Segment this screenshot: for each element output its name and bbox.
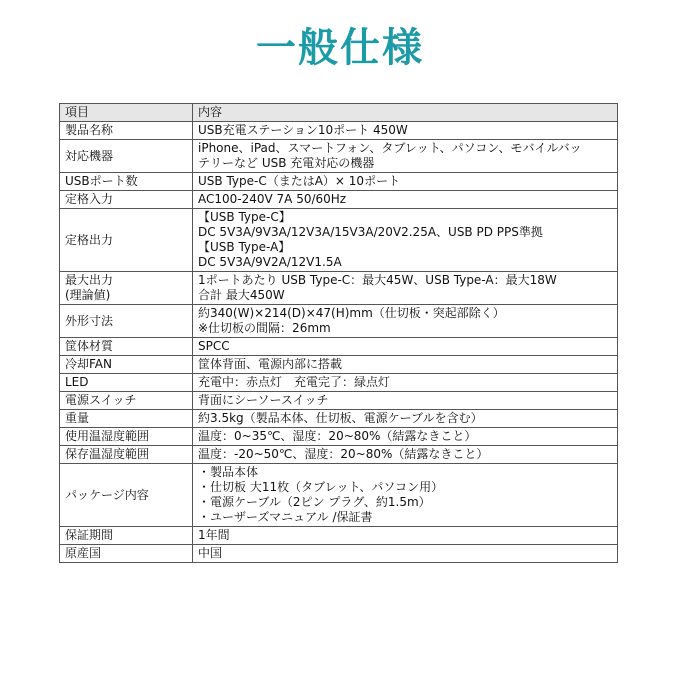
spec-value-line: USB充電ステーション10ポート 450W <box>198 123 408 137</box>
table-row <box>60 527 618 545</box>
spec-label: 定格入力 <box>65 192 114 206</box>
table-row <box>60 122 618 140</box>
spec-value-cell <box>193 338 618 356</box>
spec-table-body <box>60 104 618 563</box>
spec-value-line: ・製品本体 <box>198 465 259 479</box>
table-row <box>60 410 618 428</box>
table-row <box>60 173 618 191</box>
spec-value-cell <box>193 374 618 392</box>
table-row <box>60 446 618 464</box>
spec-value-line: 合計 最大450W <box>198 288 285 302</box>
spec-value-cell <box>193 140 618 173</box>
spec-label-cell <box>60 191 193 209</box>
header-content-cell: 内容 <box>193 104 618 122</box>
spec-value-line: SPCC <box>198 339 230 353</box>
table-row <box>60 209 618 272</box>
spec-value-line: 約3.5kg（製品本体、仕切板、電源ケーブルを含む） <box>198 411 483 425</box>
spec-label: 対応機器 <box>65 148 114 163</box>
spec-value-line: ・仕切板 大11枚（タブレット、パソコン用） <box>198 480 444 494</box>
table-row <box>60 545 618 563</box>
spec-label: 定格出力 <box>65 232 114 247</box>
spec-value-line: USB Type-C（またはA）× 10ポート <box>198 174 401 188</box>
table-header-row <box>60 104 618 122</box>
spec-label: 使用温湿度範囲 <box>65 429 150 443</box>
spec-label-cell <box>60 446 193 464</box>
spec-label: 保証期間 <box>65 528 114 542</box>
spec-label-cell <box>60 527 193 545</box>
spec-label-cell <box>60 410 193 428</box>
spec-label-cell <box>60 374 193 392</box>
table-row <box>60 305 618 338</box>
spec-value-line: 中国 <box>198 546 223 560</box>
spec-value-line: 1年間 <box>198 528 230 542</box>
spec-value-cell <box>193 356 618 374</box>
spec-value-line: 筐体背面、電源内部に搭載 <box>198 357 343 371</box>
spec-value-line: 【USB Type-A】 <box>198 240 291 254</box>
spec-value-line: 温度：0~35℃、湿度：20~80%（結露なきこと） <box>198 429 477 443</box>
spec-label-cell <box>60 428 193 446</box>
spec-table <box>59 103 618 563</box>
spec-label-cell <box>60 545 193 563</box>
spec-value-cell <box>193 545 618 563</box>
spec-value-cell <box>193 410 618 428</box>
header-item-cell: 項目 <box>60 104 193 122</box>
spec-value-line: DC 5V3A/9V2A/12V1.5A <box>198 255 342 269</box>
spec-value-cell <box>193 464 618 527</box>
spec-label-cell <box>60 464 193 527</box>
spec-value-line: 充電中：赤点灯 充電完了：緑点灯 <box>198 375 391 389</box>
table-row <box>60 191 618 209</box>
table-row <box>60 338 618 356</box>
spec-value-line: 温度：-20~50℃、湿度：20~80%（結露なきこと） <box>198 447 489 461</box>
spec-value-cell <box>193 305 618 338</box>
spec-label-cell <box>60 305 193 338</box>
spec-label-cell <box>60 173 193 191</box>
spec-value-line: 1ポートあたり USB Type-C：最大45W、USB Type-A：最大18W <box>198 273 557 287</box>
spec-label: LED <box>65 375 89 389</box>
spec-label-cell <box>60 209 193 272</box>
table-row <box>60 140 618 173</box>
spec-label-cell <box>60 392 193 410</box>
spec-value-cell <box>193 191 618 209</box>
spec-label: 筐体材質 <box>65 339 114 353</box>
spec-label: 冷却FAN <box>65 357 112 371</box>
spec-label: 外形寸法 <box>65 313 114 328</box>
spec-label: USBポート数 <box>65 174 138 188</box>
spec-label: 最大出力 <box>65 273 114 287</box>
spec-value-cell <box>193 173 618 191</box>
table-row <box>60 464 618 527</box>
spec-value-cell <box>193 527 618 545</box>
spec-label: (理論値) <box>65 288 111 302</box>
spec-label: 重量 <box>65 411 90 425</box>
spec-label-cell <box>60 356 193 374</box>
table-row <box>60 428 618 446</box>
spec-value-cell <box>193 392 618 410</box>
table-row <box>60 392 618 410</box>
spec-label-cell <box>60 338 193 356</box>
spec-label-cell <box>60 272 193 305</box>
table-row <box>60 374 618 392</box>
table-row <box>60 272 618 305</box>
spec-value-line: iPhone、iPad、スマートフォン、タブレット、パソコン、モバイルバッ <box>198 141 582 155</box>
spec-value-line: AC100-240V 7A 50/60Hz <box>198 192 347 206</box>
spec-value-line: テリーなど USB 充電対応の機器 <box>198 156 375 170</box>
spec-label: 原産国 <box>65 546 102 560</box>
spec-value-line: 背面にシーソースイッチ <box>198 393 329 407</box>
page-title: 一般仕様 <box>256 25 424 71</box>
spec-value-cell <box>193 446 618 464</box>
spec-label: 電源スイッチ <box>65 393 137 407</box>
spec-value-line: ・ユーザーズマニュアル /保証書 <box>198 510 373 524</box>
spec-value-cell <box>193 272 618 305</box>
spec-value-cell <box>193 122 618 140</box>
spec-label: 保存温湿度範囲 <box>65 447 150 461</box>
spec-value-cell <box>193 428 618 446</box>
spec-label-cell <box>60 140 193 173</box>
table-row <box>60 356 618 374</box>
spec-value-line: ※仕切板の間隔：26mm <box>198 321 331 335</box>
spec-value-line: 約340(W)×214(D)×47(H)mm（仕切板・突起部除く） <box>198 306 505 320</box>
spec-value-cell <box>193 209 618 272</box>
spec-label-cell <box>60 122 193 140</box>
spec-label: パッケージ内容 <box>65 487 149 502</box>
spec-value-line: DC 5V3A/9V3A/12V3A/15V3A/20V2.25A、USB PD PPS準拠 <box>198 225 543 239</box>
spec-label: 製品名称 <box>65 123 114 137</box>
spec-value-line: 【USB Type-C】 <box>198 210 291 224</box>
spec-value-line: ・電源ケーブル（2ピン プラグ、約1.5m） <box>198 495 431 509</box>
